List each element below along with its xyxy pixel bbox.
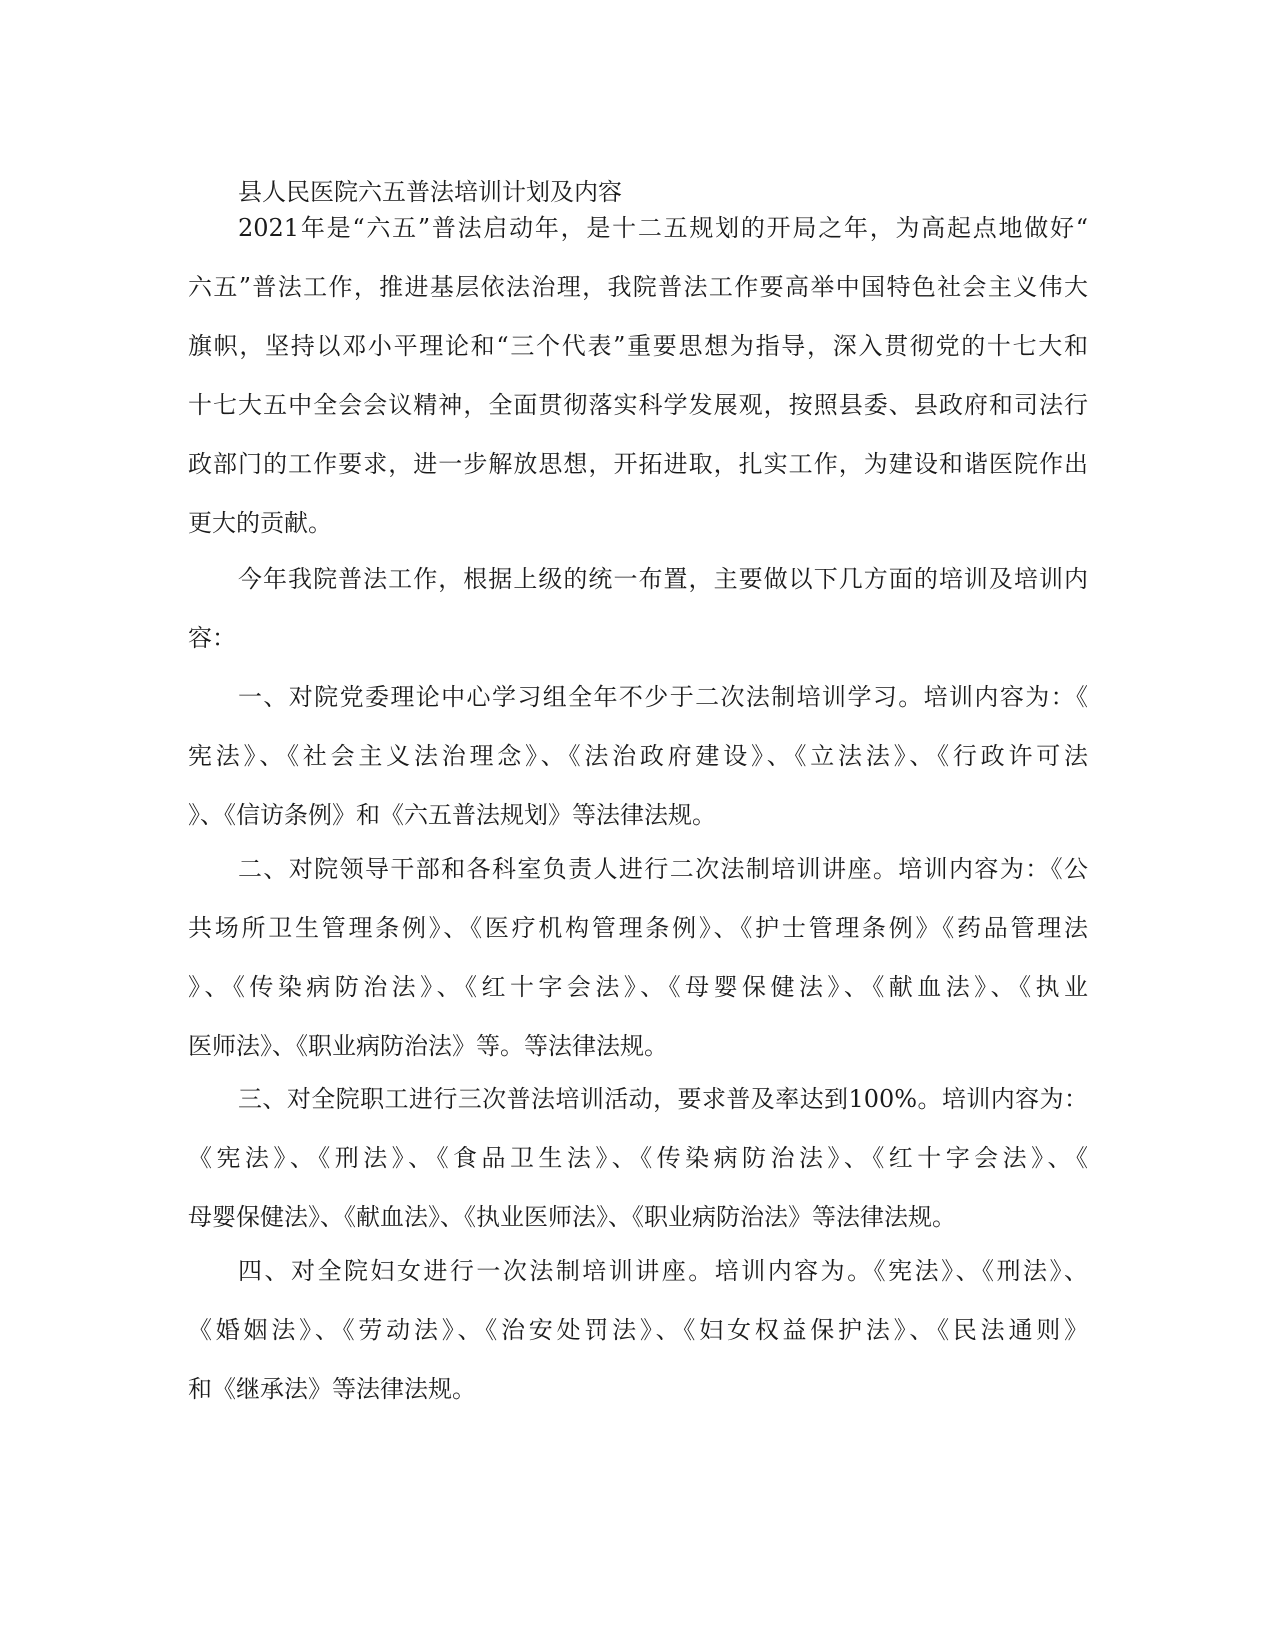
paragraph-overview bbox=[188, 550, 1088, 668]
paragraph-item-2 bbox=[188, 840, 1088, 1076]
paragraph-line: 更大的贡献。 bbox=[188, 509, 332, 537]
paragraph-line: 十七大五中全会会议精神，全面贯彻落实科学发展观，按照县委、县政府和司法行 bbox=[188, 391, 1088, 419]
paragraph-line: 宪法》、《社会主义法治理念》、《法治政府建设》、《立法法》、《行政许可法 bbox=[188, 742, 1088, 770]
paragraph-line: 二、对院领导干部和各科室负责人进行二次法制培训讲座。培训内容为：《公 bbox=[238, 855, 1088, 883]
document-title: 县人民医院六五普法培训计划及内容 bbox=[238, 178, 622, 206]
paragraph-item-4 bbox=[188, 1242, 1088, 1419]
paragraph-line: 《婚姻法》、《劳动法》、《治安处罚法》、《妇女权益保护法》、《民法通则》 bbox=[188, 1316, 1088, 1344]
paragraph-line: 三、对全院职工进行三次普法培训活动，要求普及率达到100%。培训内容为： bbox=[238, 1085, 1088, 1113]
paragraph-line: 》、《传染病防治法》、《红十字会法》、《母婴保健法》、《献血法》、《执业 bbox=[188, 973, 1088, 1001]
paragraph-item-3 bbox=[188, 1070, 1088, 1247]
paragraph-line: 旗帜，坚持以邓小平理论和“三个代表”重要思想为指导，深入贯彻党的十七大和 bbox=[188, 332, 1088, 360]
paragraph-line: 和《继承法》等法律法规。 bbox=[188, 1375, 476, 1403]
paragraph-line: 今年我院普法工作，根据上级的统一布置，主要做以下几方面的培训及培训内 bbox=[238, 565, 1088, 593]
paragraph-intro bbox=[188, 199, 1088, 553]
paragraph-line: 》、《信访条例》和《六五普法规划》等法律法规。 bbox=[188, 801, 716, 829]
paragraph-line: 政部门的工作要求，进一步解放思想，开拓进取，扎实工作，为建设和谐医院作出 bbox=[188, 450, 1088, 478]
paragraph-line: 共场所卫生管理条例》、《医疗机构管理条例》、《护士管理条例》《药品管理法 bbox=[188, 914, 1088, 942]
paragraph-line: 2021年是“六五”普法启动年，是十二五规划的开局之年，为高起点地做好“ bbox=[238, 214, 1088, 242]
paragraph-line: 容： bbox=[188, 624, 236, 652]
paragraph-line: 母婴保健法》、《献血法》、《执业医师法》、《职业病防治法》等法律法规。 bbox=[188, 1203, 956, 1231]
paragraph-line: 医师法》、《职业病防治法》等。等法律法规。 bbox=[188, 1032, 668, 1060]
paragraph-line: 四、对全院妇女进行一次法制培训讲座。培训内容为。《宪法》、《刑法》、 bbox=[238, 1257, 1088, 1285]
paragraph-line: 一、对院党委理论中心学习组全年不少于二次法制培训学习。培训内容为：《 bbox=[238, 683, 1088, 711]
paragraph-line: 六五”普法工作，推进基层依法治理，我院普法工作要高举中国特色社会主义伟大 bbox=[188, 273, 1088, 301]
paragraph-line: 《宪法》、《刑法》、《食品卫生法》、《传染病防治法》、《红十字会法》、《 bbox=[188, 1144, 1088, 1172]
paragraph-item-1 bbox=[188, 668, 1088, 845]
